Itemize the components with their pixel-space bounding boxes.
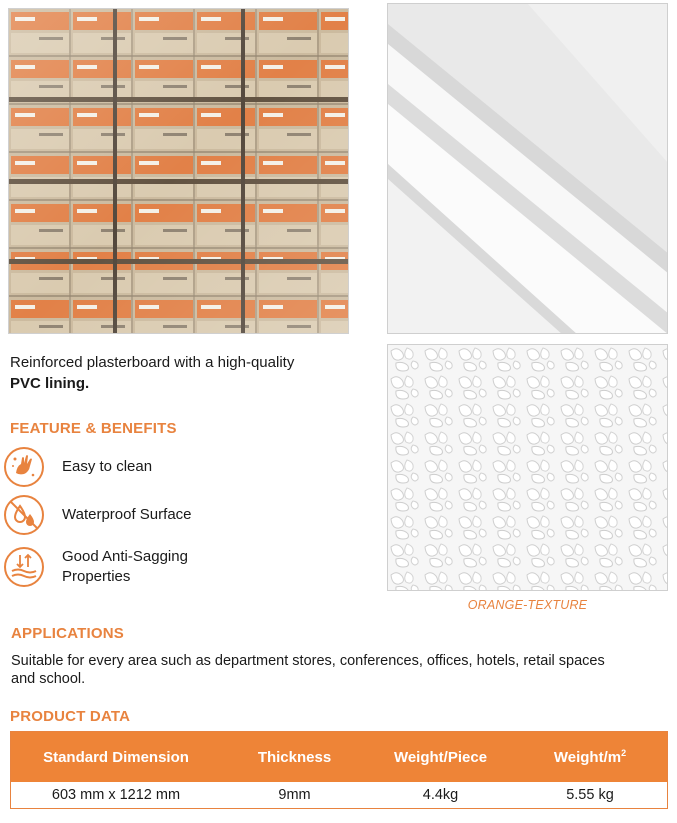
feature-label: Easy to clean <box>62 458 153 475</box>
table-row <box>11 782 667 808</box>
cell-dimension: 603 mm x 1212 mm <box>51 787 181 803</box>
table-header-row <box>11 732 667 782</box>
texture-caption: ORANGE-TEXTURE <box>467 598 588 612</box>
column-header-weight-m2 <box>513 749 667 766</box>
cell-weight-m2: 5.55 kg <box>566 787 614 803</box>
feature-label-line-2: Properties <box>62 568 131 585</box>
cell-weight-piece: 4.4kg <box>422 787 459 803</box>
cell-thickness: 9mm <box>278 787 311 803</box>
weight-m2-label: Weight/m <box>553 748 622 766</box>
pallets-photo <box>8 8 349 334</box>
stacked-plasterboard-pallets-image <box>9 9 349 334</box>
anti-sagging-icon <box>3 546 45 588</box>
waterproof-drops-icon <box>3 494 45 536</box>
applications-heading: APPLICATIONS <box>11 625 124 642</box>
applications-text: Suitable for every area such as department stores, conferences, offices, hotels, retail spaces and school. <box>11 653 605 687</box>
column-header-dimension: Standard Dimension <box>43 748 189 766</box>
column-header-weight-piece: Weight/Piece <box>393 748 488 766</box>
product-data-heading: PRODUCT DATA <box>10 708 131 725</box>
intro-line-1: Reinforced plasterboard with a high-quality <box>10 354 295 371</box>
pvc-lined-board-image <box>388 4 668 334</box>
feature-label <box>62 547 188 587</box>
feature-waterproof <box>3 493 343 537</box>
intro-line-2-bold: PVC lining. <box>10 375 90 392</box>
feature-anti-sagging <box>3 544 343 590</box>
orange-texture-image <box>388 345 668 591</box>
product-data-table <box>10 731 668 809</box>
column-header-thickness: Thickness <box>257 748 332 766</box>
orange-texture-photo <box>387 344 668 591</box>
cleaning-hand-icon <box>3 446 45 488</box>
feature-label: Waterproof Surface <box>62 506 192 523</box>
pvc-board-photo <box>387 3 668 334</box>
weight-m2-superscript: 2 <box>621 747 627 758</box>
feature-easy-to-clean <box>3 445 343 489</box>
feature-label-line-1: Good Anti-Sagging <box>62 548 188 565</box>
features-heading: FEATURE & BENEFITS <box>10 420 177 437</box>
intro-text <box>10 352 370 394</box>
